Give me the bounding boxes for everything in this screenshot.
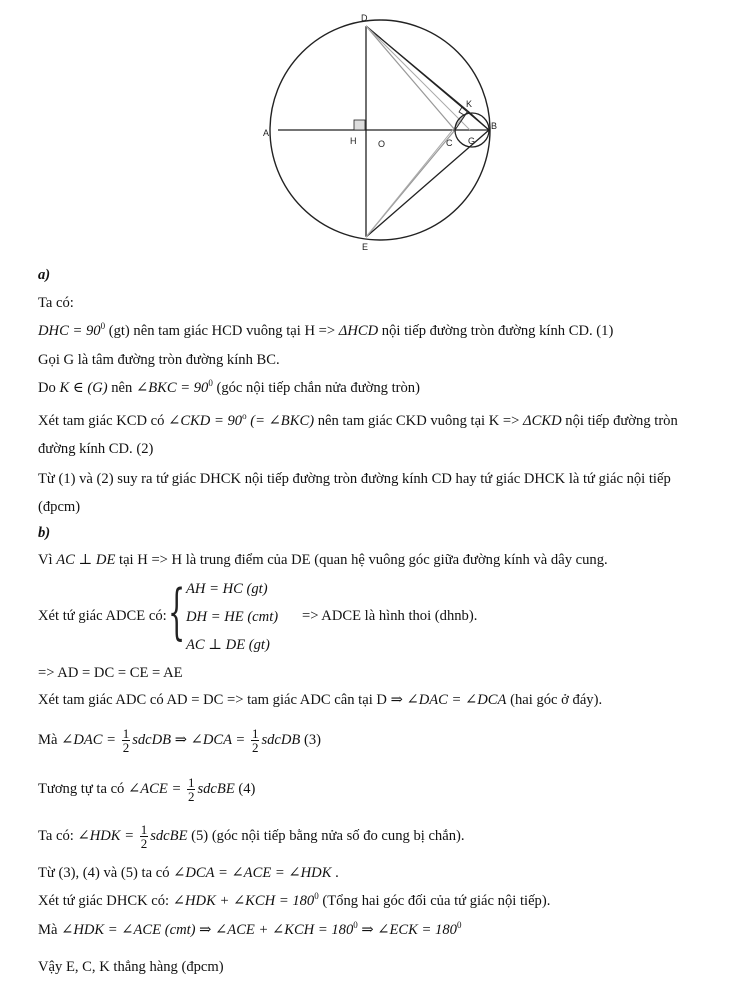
part-b-line-2: => AD = DC = CE = AE [38,665,183,681]
part-a-heading: a) [38,267,51,283]
part-a-line-1: Ta có: [38,295,74,311]
part-a-line-3: Gọi G là tâm đường tròn đường kính BC. [38,352,280,368]
part-a-line-2: DHC = $90^0$ (gt) nên tam giác HCD vuông tại H => ΔHCD nội tiếp đường tròn đường kính CD. (1) [38,321,614,339]
system-row-2: DH = HE (cmt) [186,609,279,625]
segment-dk [366,26,468,111]
fraction-half-2: $\frac{1}{2}$ [251,726,259,756]
label-a: A [263,128,270,138]
part-b-conclusion: Vậy E, C, K thẳng hàng (đpcm) [38,959,224,975]
label-e: E [362,242,369,252]
fraction-half-4: $\frac{1}{2}$ [140,822,148,852]
label-d: D [361,13,368,23]
segment-dc [366,26,455,130]
label-h: H [350,136,357,146]
rhombus-conditions [38,577,728,657]
part-b-line-1: Vì AC ⊥ DE tại H => H là trung điểm của DE (quan hệ vuông góc giữa đường kính và dây cung. [38,552,608,568]
part-b-line-8: Xét tứ giác DHCK có: ∠HDK + ∠KCH = $180^0$ (Tổng hai góc đối của tứ giác nội tiếp). [38,891,551,909]
segment-dg [366,26,473,130]
right-angle-mark-h [354,120,365,130]
part-a-line-8: (đpcm) [38,499,81,515]
part-a-line-7: Từ (1) và (2) suy ra tứ giác DHCK nội tiếp đường tròn đường kính CD hay tứ giác DHCK là tứ giác nội tiếp [38,471,671,487]
system-row-1: AH = HC (gt) [186,581,268,597]
part-a-line-6: đường kính CD. (2) [38,441,154,457]
part-b-line-9: Mà ∠HDK = ∠ACE (cmt) ⇒ ∠ACE + ∠KCH = $180^0$ ⇒ ∠ECK = $180^0$ [38,920,462,938]
part-b-line-4: Mà ∠DAC = $\frac{1}{2}$ sdcDB ⇒ ∠DCA = $\frac{1}{2}$ sdcDB (3) [38,726,322,756]
part-b-line-3: Xét tam giác ADC có AD = DC => tam giác ADC cân tại D ⇒ ∠DAC = ∠DCA (hai góc ở đáy). [38,692,603,708]
part-b-line-6: Ta có: ∠HDK = $\frac{1}{2}$ sdcBE (5) (góc nội tiếp bằng nửa số đo cung bị chắn). [38,822,465,852]
system-result: => ADCE là hình thoi (dhnb). [302,608,478,624]
label-k: K [466,99,473,109]
label-c: C [446,138,453,148]
part-b-heading: b) [38,525,51,541]
part-b-line-5: Tương tự ta có ∠ACE = $\frac{1}{2}$ sdcBE (4) [38,775,256,805]
system-row-3: AC ⊥ DE (gt) [186,637,270,653]
label-o: O [378,139,386,149]
geometry-figure [0,0,750,270]
system-label: Xét tứ giác ADCE có: [38,608,167,624]
part-a-line-4: Do K ∈ (G) nên ∠BKC = $90^0$ (góc nội tiếp chắn nửa đường tròn) [38,378,420,396]
label-b: B [491,121,498,131]
part-a-line-5: Xét tam giác KCD có ∠CKD = $90^o$ (= ∠BKC) nên tam giác CKD vuông tại K => ΔCKD nội tiếp đường tròn [38,411,678,429]
fraction-half-3: $\frac{1}{2}$ [187,775,195,805]
brace-symbol: { [168,577,186,647]
fraction-half-1: $\frac{1}{2}$ [122,726,130,756]
part-b-line-7: Từ (3), (4) và (5) ta có ∠DCA = ∠ACE = ∠HDK . [38,865,339,881]
label-g: G [468,136,476,146]
